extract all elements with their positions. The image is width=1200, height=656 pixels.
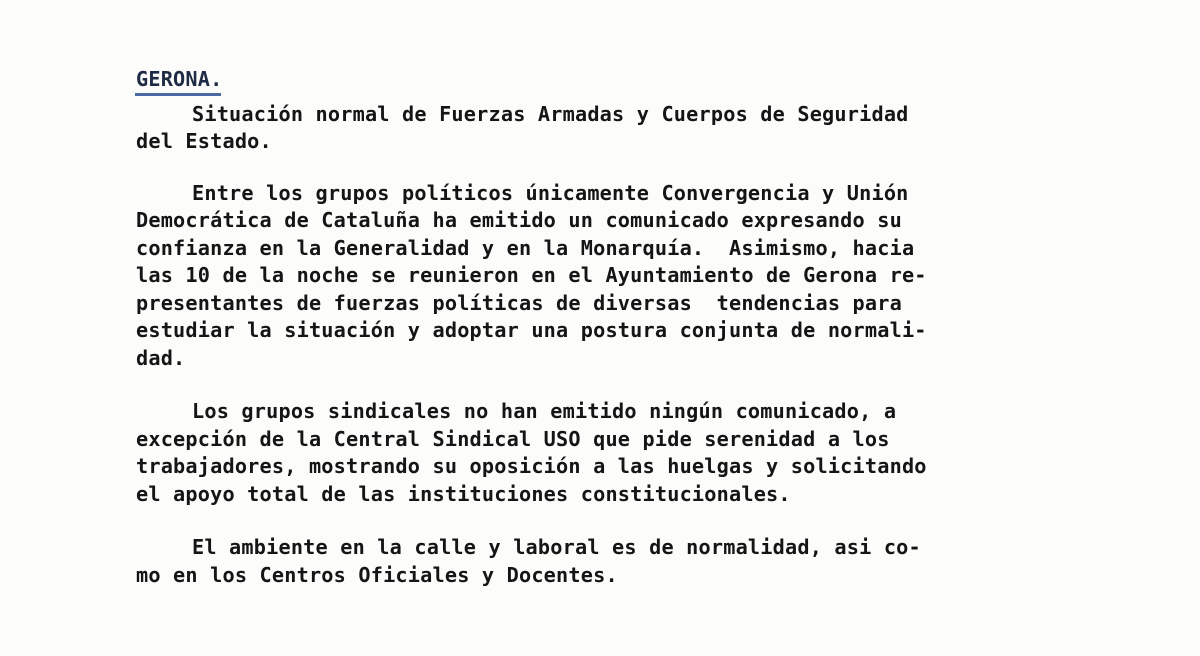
paragraph-3: [136, 398, 1036, 508]
heading-text: GERONA.: [136, 67, 223, 91]
paragraph-1: [136, 101, 1036, 156]
paragraph-line: excepción de la Central Sindical USO que pide serenidad a los: [136, 426, 890, 451]
paragraph-2: [136, 180, 1036, 373]
paragraph-line: presentantes de fuerzas políticas de diversas tendencias para: [136, 290, 902, 315]
paragraph-line: del Estado.: [136, 129, 272, 153]
paragraph-line: trabajadores, mostrando su oposición a las huelgas y solicitando: [136, 454, 927, 478]
paragraph-4: [136, 534, 1036, 589]
heading-underline: [135, 93, 221, 96]
paragraph-line: Los grupos sindicales no han emitido ningún comunicado, a: [192, 399, 897, 423]
paragraph-line: Situación normal de Fuerzas Armadas y Cuerpos de Seguridad: [192, 101, 909, 126]
document-heading: [136, 66, 223, 94]
paragraph-line: confianza en la Generalidad y en la Monarquía. Asimismo, hacia: [136, 235, 915, 260]
paragraph-line: estudiar la situación y adoptar una postura conjunta de normali-: [136, 318, 927, 342]
paragraph-line: el apoyo total de las instituciones constitucionales.: [136, 481, 791, 506]
paragraph-line: Entre los grupos políticos únicamente Convergencia y Unión: [192, 180, 909, 205]
document-body: [136, 66, 1036, 589]
paragraph-line: El ambiente en la calle y laboral es de normalidad, asi co-: [192, 535, 921, 559]
paragraph-line: Democrática de Cataluña ha emitido un comunicado expresando su: [136, 208, 902, 232]
paragraph-line: mo en los Centros Oficiales y Docentes.: [136, 562, 618, 587]
paragraph-line: dad.: [136, 345, 186, 370]
paragraph-line: las 10 de la noche se reunieron en el Ayuntamiento de Gerona re-: [136, 263, 927, 287]
